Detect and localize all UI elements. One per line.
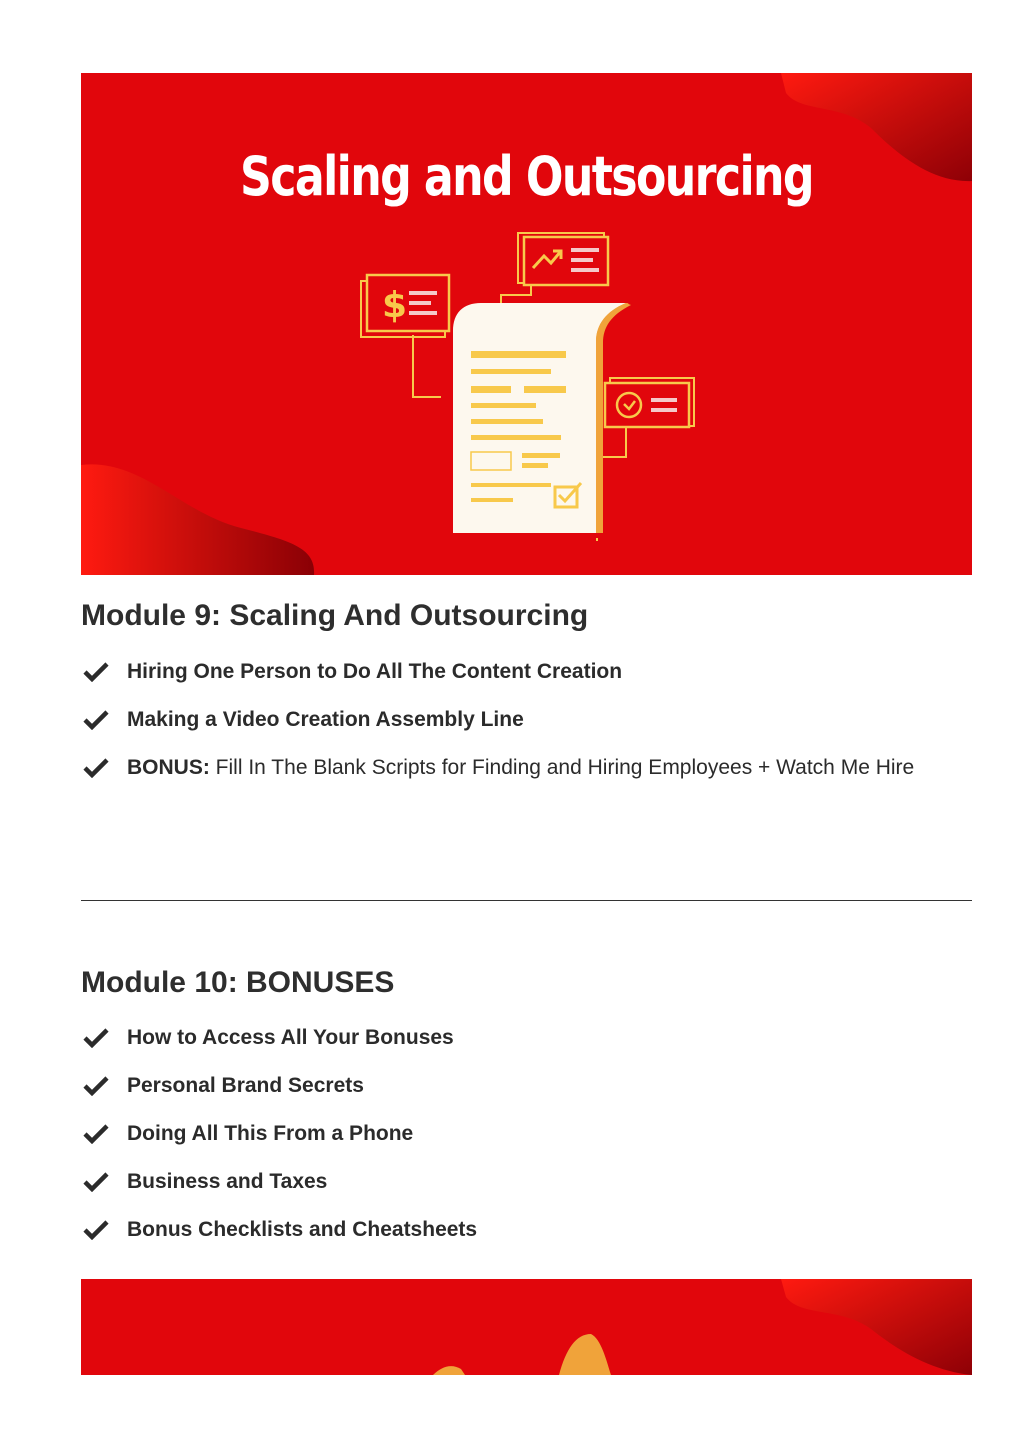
checkmark-icon — [83, 662, 109, 682]
bonus-label: BONUS: — [127, 756, 210, 779]
dollar-card-icon — [361, 275, 449, 337]
checkmark-icon — [83, 1124, 109, 1144]
section-divider — [81, 900, 972, 901]
checkmark-icon — [83, 1076, 109, 1096]
module-9-list — [81, 656, 972, 784]
list-item — [81, 656, 972, 688]
list-item — [81, 704, 972, 736]
list-item-text: Hiring One Person to Do All The Content Creation — [127, 660, 623, 683]
clock-card-icon — [605, 378, 694, 427]
flame-shape — [433, 1366, 465, 1375]
list-item-text: Personal Brand Secrets — [127, 1074, 364, 1097]
list-item-text: Fill In The Blank Scripts for Finding and Hiring Employees + Watch Me Hire — [209, 756, 915, 779]
list-item — [81, 1118, 972, 1150]
checkmark-icon — [83, 1172, 109, 1192]
module-10-banner — [81, 1279, 972, 1375]
list-item-text: Making a Video Creation Assembly Line — [127, 708, 524, 731]
list-item — [81, 1022, 972, 1054]
list-item — [81, 1166, 972, 1198]
list-item-text: How to Access All Your Bonuses — [127, 1026, 454, 1049]
banner-illustration — [81, 1279, 972, 1375]
module-9-banner — [81, 73, 972, 575]
checkmark-icon — [83, 1028, 109, 1048]
module-9-title: Module 9: Scaling And Outsourcing — [81, 599, 589, 632]
corner-blob — [781, 1279, 972, 1375]
list-item — [81, 752, 972, 784]
module-10-title: Module 10: BONUSES — [81, 966, 395, 999]
module-10-list — [81, 1022, 972, 1246]
list-item-text: Business and Taxes — [127, 1170, 328, 1193]
list-item-text: Doing All This From a Phone — [127, 1122, 414, 1145]
banner-title: Scaling and Outsourcing — [240, 145, 813, 208]
list-item — [81, 1214, 972, 1246]
checkmark-icon — [83, 710, 109, 730]
corner-blob — [81, 464, 314, 575]
flame-shape — [559, 1334, 611, 1375]
svg-text:$: $ — [382, 285, 408, 326]
checkmark-icon — [83, 758, 109, 778]
checkmark-icon — [83, 1220, 109, 1240]
list-item — [81, 1070, 972, 1102]
chart-card-icon — [518, 233, 608, 285]
list-item-text: Bonus Checklists and Cheatsheets — [127, 1218, 478, 1241]
